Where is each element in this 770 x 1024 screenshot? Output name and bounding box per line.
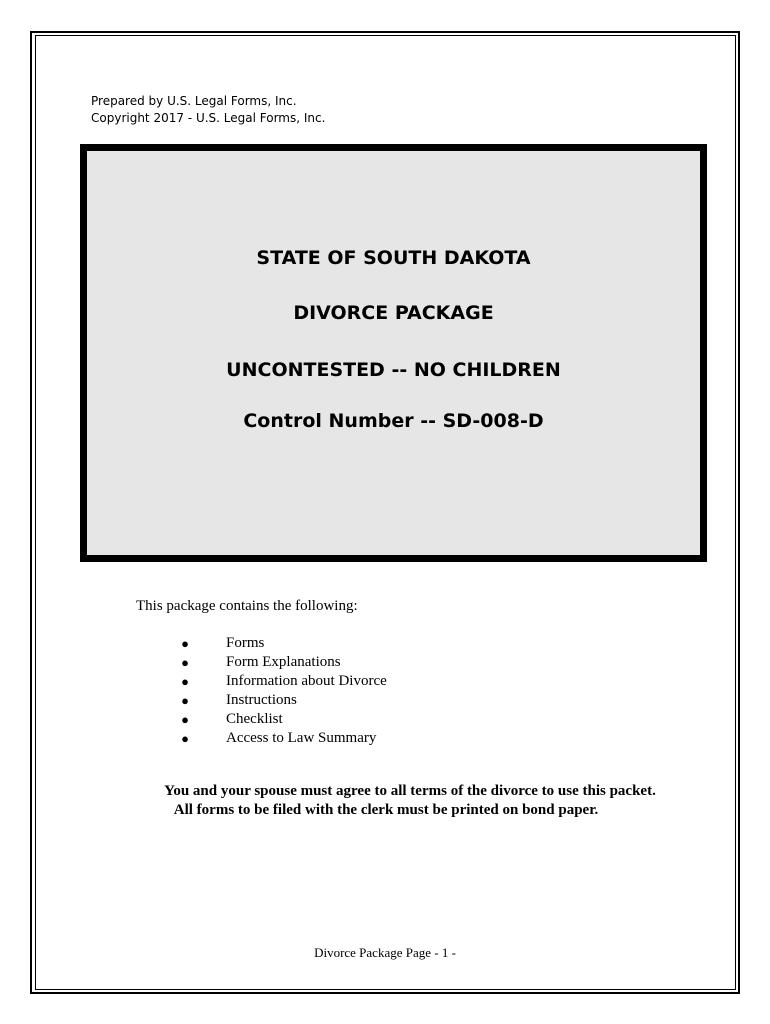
title-box xyxy=(80,144,707,562)
bullet-icon: ● xyxy=(181,693,189,708)
bullet-icon: ● xyxy=(181,655,189,670)
notice-bond-paper: All forms to be filed with the clerk must be printed on bond paper. xyxy=(173,802,599,818)
bullet-icon: ● xyxy=(181,731,189,746)
package-title: DIVORCE PACKAGE xyxy=(293,302,494,324)
control-number: Control Number -- SD-008-D xyxy=(243,410,544,432)
bullet-icon: ● xyxy=(181,636,189,651)
package-type: UNCONTESTED -- NO CHILDREN xyxy=(226,359,561,381)
state-title: STATE OF SOUTH DAKOTA xyxy=(256,247,531,269)
prepared-by-block xyxy=(91,93,325,127)
copyright-text: Copyright 2017 - U.S. Legal Forms, Inc. xyxy=(91,111,326,125)
contents-intro: This package contains the following: xyxy=(136,598,358,614)
bullet-icon: ● xyxy=(181,712,189,727)
prepared-by-text: Prepared by U.S. Legal Forms, Inc. xyxy=(91,94,297,108)
notice-agreement: You and your spouse must agree to all terms of the divorce to use this packet. xyxy=(164,783,656,799)
bullet-icon: ● xyxy=(181,674,189,689)
page-footer: Divorce Package Page - 1 - xyxy=(314,945,456,960)
